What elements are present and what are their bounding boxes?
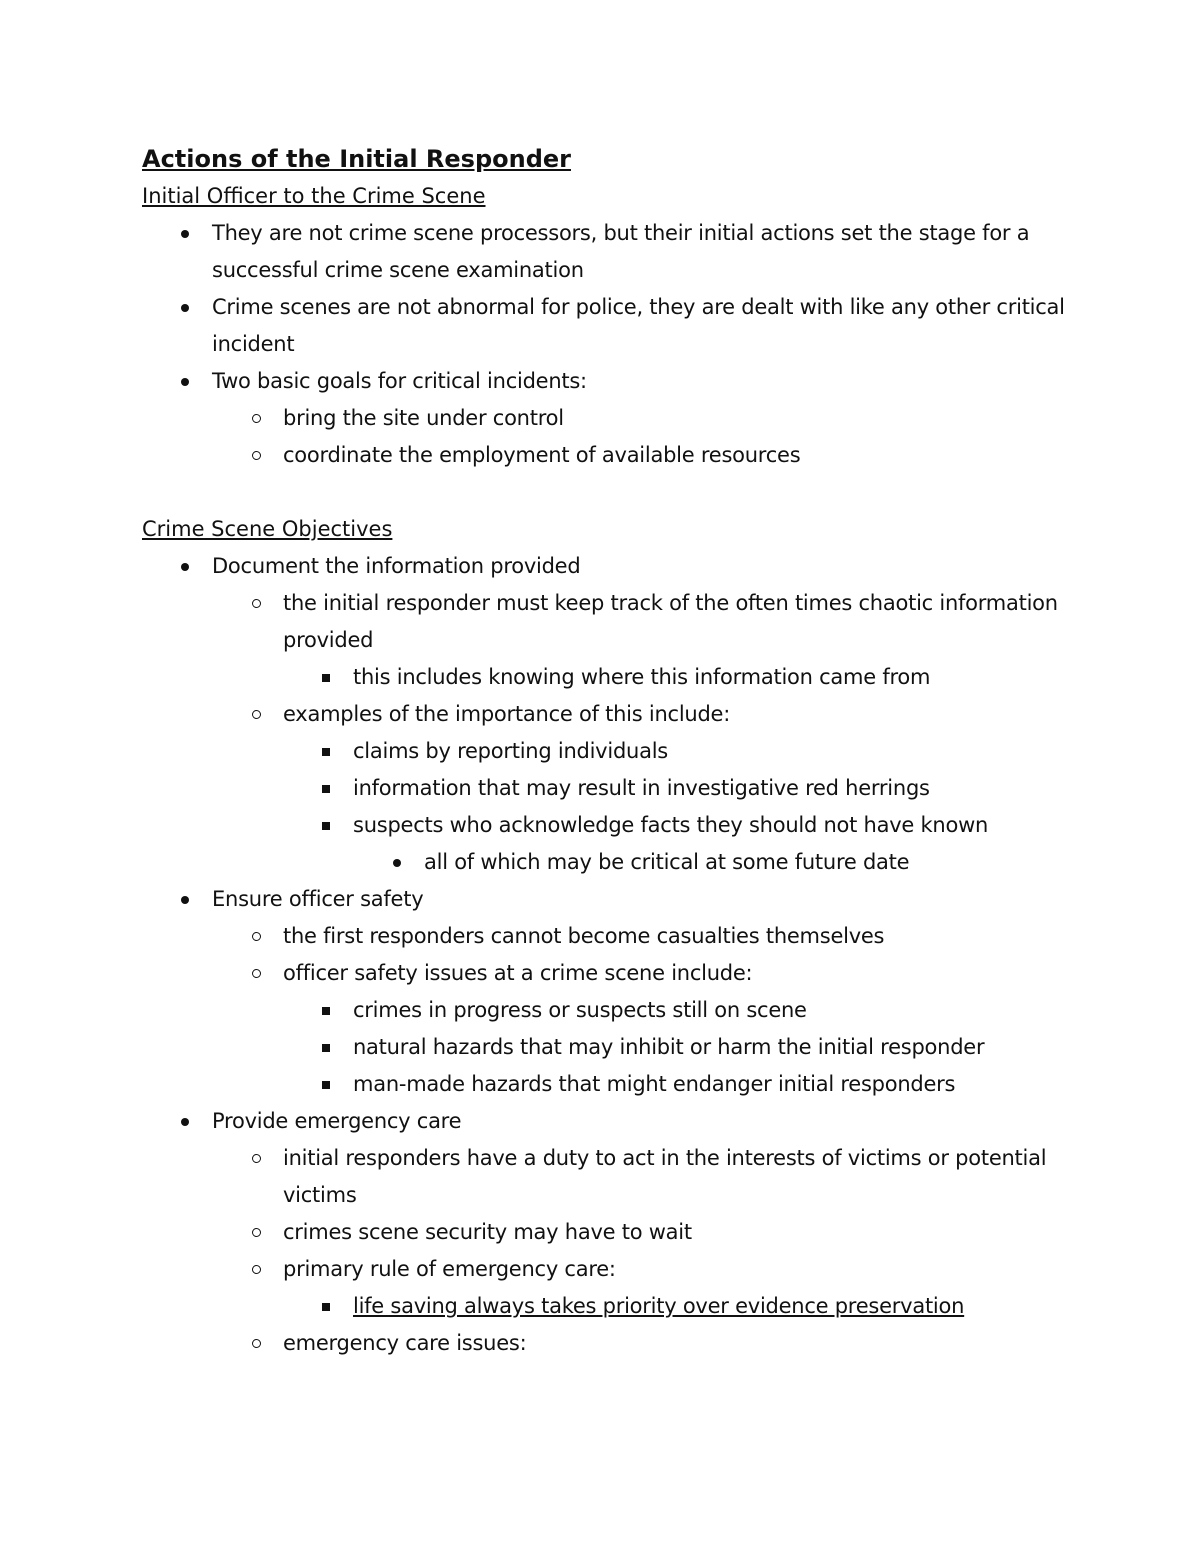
list-item-text: information that may result in investigative red herrings [353, 776, 930, 800]
filled-bullet-icon [178, 1103, 192, 1140]
list-item [142, 400, 1072, 437]
filled-bullet-icon [178, 215, 192, 252]
list-item [142, 881, 1072, 918]
list-item-text: the initial responder must keep track of the often times chaotic information provided [283, 591, 1058, 652]
hollow-bullet-icon [249, 585, 263, 622]
list-item-text: the first responders cannot become casualties themselves [283, 924, 885, 948]
list-item [142, 363, 1072, 400]
list-item [142, 1325, 1072, 1362]
hollow-bullet-icon [249, 1251, 263, 1288]
list-item [142, 696, 1072, 733]
square-bullet-icon [319, 770, 333, 807]
list-item [142, 1140, 1072, 1214]
filled-bullet-icon [178, 881, 192, 918]
list-item [142, 844, 1072, 881]
hollow-bullet-icon [249, 918, 263, 955]
list-item [142, 1066, 1072, 1103]
square-bullet-icon [319, 992, 333, 1029]
list-item-text: Two basic goals for critical incidents: [212, 369, 587, 393]
filled-bullet-icon [178, 289, 192, 326]
section-spacer [142, 474, 1072, 511]
list-item [142, 585, 1072, 659]
hollow-bullet-icon [249, 1325, 263, 1362]
initial-officer-list [142, 215, 1072, 474]
list-item [142, 733, 1072, 770]
list-item-text: suspects who acknowledge facts they should not have known [353, 813, 989, 837]
list-item-text: claims by reporting individuals [353, 739, 668, 763]
list-item [142, 215, 1072, 289]
hollow-bullet-icon [249, 400, 263, 437]
list-item-text-underlined: life saving always takes priority over evidence preservation [353, 1294, 965, 1318]
list-item [142, 1029, 1072, 1066]
list-item-text: bring the site under control [283, 406, 564, 430]
list-item-text: Ensure officer safety [212, 887, 424, 911]
document-page [142, 140, 1072, 1362]
list-item-text: examples of the importance of this include: [283, 702, 731, 726]
hollow-bullet-icon [249, 1140, 263, 1177]
list-item-text: crimes scene security may have to wait [283, 1220, 692, 1244]
hollow-bullet-icon [249, 696, 263, 733]
list-item [142, 289, 1072, 363]
list-item-text: Provide emergency care [212, 1109, 462, 1133]
square-bullet-icon [319, 1066, 333, 1103]
list-item [142, 992, 1072, 1029]
list-item-text: officer safety issues at a crime scene include: [283, 961, 753, 985]
list-item [142, 548, 1072, 585]
list-item-text: all of which may be critical at some future date [424, 850, 910, 874]
list-item-text: coordinate the employment of available resources [283, 443, 801, 467]
list-item [142, 807, 1072, 844]
document-title: Actions of the Initial Responder [142, 145, 571, 173]
square-bullet-icon [319, 659, 333, 696]
list-item [142, 1251, 1072, 1288]
square-bullet-icon [319, 1029, 333, 1066]
list-item-text: man-made hazards that might endanger initial responders [353, 1072, 956, 1096]
list-item [142, 437, 1072, 474]
list-item [142, 659, 1072, 696]
list-item-text: They are not crime scene processors, but their initial actions set the stage for a successful crime scene examination [212, 221, 1030, 282]
list-item-text: crimes in progress or suspects still on scene [353, 998, 807, 1022]
list-item-text: emergency care issues: [283, 1331, 527, 1355]
list-item-text: Crime scenes are not abnormal for police, they are dealt with like any other critical incident [212, 295, 1065, 356]
list-item-text: primary rule of emergency care: [283, 1257, 616, 1281]
hollow-bullet-icon [249, 1214, 263, 1251]
list-item [142, 1103, 1072, 1140]
objectives-list [142, 548, 1072, 1362]
list-item-text: initial responders have a duty to act in the interests of victims or potential victims [283, 1146, 1047, 1207]
square-bullet-icon [319, 1288, 333, 1325]
list-item [142, 770, 1072, 807]
list-item [142, 918, 1072, 955]
hollow-bullet-icon [249, 955, 263, 992]
list-item [142, 955, 1072, 992]
filled-bullet-icon [390, 844, 404, 881]
list-item-text: this includes knowing where this information came from [353, 665, 931, 689]
square-bullet-icon [319, 733, 333, 770]
list-item-text: natural hazards that may inhibit or harm the initial responder [353, 1035, 985, 1059]
hollow-bullet-icon [249, 437, 263, 474]
section-heading-objectives: Crime Scene Objectives [142, 517, 393, 541]
list-item [142, 1288, 1072, 1325]
filled-bullet-icon [178, 548, 192, 585]
filled-bullet-icon [178, 363, 192, 400]
section-heading-initial-officer: Initial Officer to the Crime Scene [142, 184, 486, 208]
list-item [142, 1214, 1072, 1251]
list-item-text: Document the information provided [212, 554, 581, 578]
square-bullet-icon [319, 807, 333, 844]
